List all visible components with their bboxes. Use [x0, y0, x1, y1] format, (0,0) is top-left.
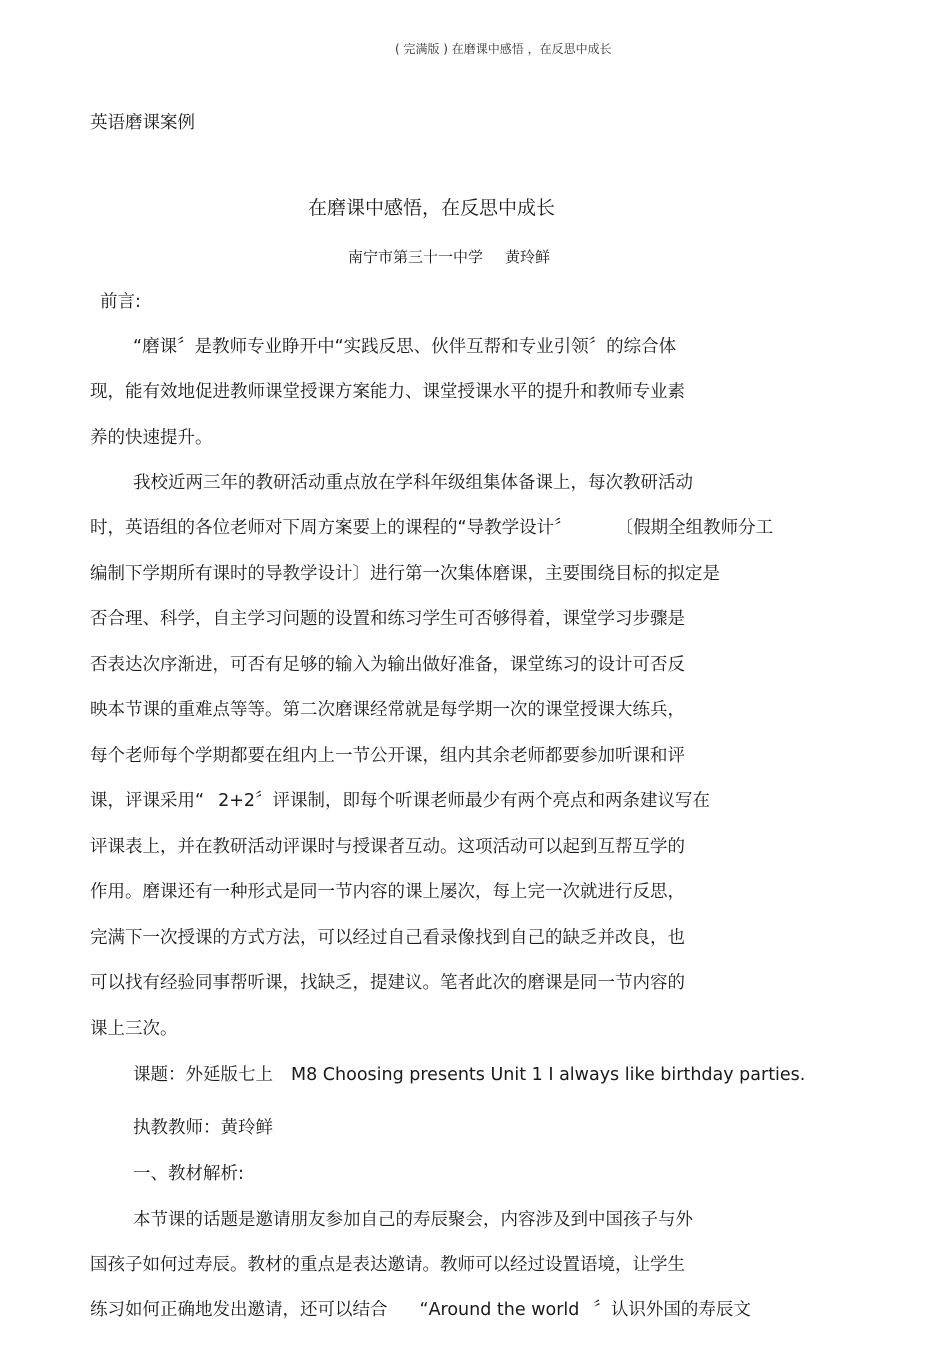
text-segment: “Around the world — [419, 1300, 580, 1320]
text-segment: 2+2〞评课制，即每个听课老师最少有两个亮点和两条建议写在 — [218, 791, 711, 811]
author-line — [348, 246, 550, 268]
running-header: ( 完满版 ) 在磨课中感悟 ，在反思中成长 — [395, 42, 612, 56]
author-school: 南宁市第三十一中学 — [348, 248, 484, 266]
paragraph-line: 现，能有效地促进教师课堂授课方案能力、课堂授课水平的提升和教师专业素 — [90, 382, 685, 402]
text-segment: 〞认识外国的寿辰文 — [593, 1300, 751, 1320]
text-segment: 课，评课采用“ — [90, 791, 205, 811]
paragraph-line — [90, 1299, 751, 1321]
paragraph-line — [90, 517, 773, 539]
paragraph-line: 否表达次序渐进，可否有足够的输入为输出做好准备，课堂练习的设计可否反 — [90, 655, 685, 675]
paragraph-line: 可以找有经验同事帮听课，找缺乏，提建议。笔者此次的磨课是同一节内容的 — [90, 973, 685, 993]
paragraph-line: 评课表上，并在教研活动评课时与授课者互动。这项活动可以起到互帮互学的 — [90, 837, 685, 857]
text-segment: 练习如何正确地发出邀请，还可以结合 — [90, 1300, 388, 1320]
page-title: 在磨课中感悟，在反思中成长 — [308, 197, 556, 219]
paragraph-line: 作用。磨课还有一种形式是同一节内容的课上屡次，每上完一次就进行反思， — [90, 882, 685, 902]
paragraph-line: 映本节课的重难点等等。第二次磨课经常就是每学期一次的课堂授课大练兵， — [90, 700, 685, 720]
paragraph-line: 完满下一次授课的方式方法，可以经过自己看录像找到自己的缺乏并改良，也 — [90, 928, 685, 948]
paragraph-line: 每个老师每个学期都要在组内上一节公开课，组内其余老师都要参加听课和评 — [90, 746, 685, 766]
paragraph-line: 国孩子如何过寿辰。教材的重点是表达邀请。教师可以经过设置语境，让学生 — [90, 1255, 685, 1275]
paragraph-line — [90, 790, 710, 812]
text-segment: 时，英语组的各位老师对下周方案要上的课程的“导教学设计〞 — [90, 518, 572, 538]
lesson-title: M8 Choosing presents Unit 1 I always like birthday parties. — [291, 1065, 806, 1085]
category-label: 英语磨课案例 — [90, 113, 195, 133]
paragraph-line: 编制下学期所有课时的导教学设计〕进行第一次集体磨课，主要围绕目标的拟定是 — [90, 564, 720, 584]
author-name: 黄玲鲜 — [505, 248, 551, 266]
paragraph-line: 养的快速提升。 — [90, 428, 213, 448]
section-heading: 一、教材解析: — [133, 1164, 244, 1184]
teacher-line: 执教教师：黄玲鲜 — [133, 1118, 273, 1138]
paragraph-line: 课上三次。 — [90, 1019, 178, 1039]
paragraph-line: 否合理、科学，自主学习问题的设置和练习学生可否够得着，课堂学习步骤是 — [90, 609, 685, 629]
preface-label: 前言: — [100, 292, 141, 312]
paragraph-line: 我校近两三年的教研活动重点放在学科年级组集体备课上，每次教研活动 — [133, 473, 693, 493]
text-segment: 〔假期全组教师分工 — [615, 518, 774, 538]
lesson-line — [133, 1064, 805, 1086]
paragraph-line: 本节课的话题是邀请朋友参加自己的寿辰聚会，内容涉及到中国孩子与外 — [133, 1210, 693, 1230]
paragraph-line: “磨课〞是教师专业睁开中“实践反思、伙伴互帮和专业引领〞的综合体 — [133, 337, 677, 357]
lesson-label: 课题：外延版七上 — [133, 1065, 273, 1085]
